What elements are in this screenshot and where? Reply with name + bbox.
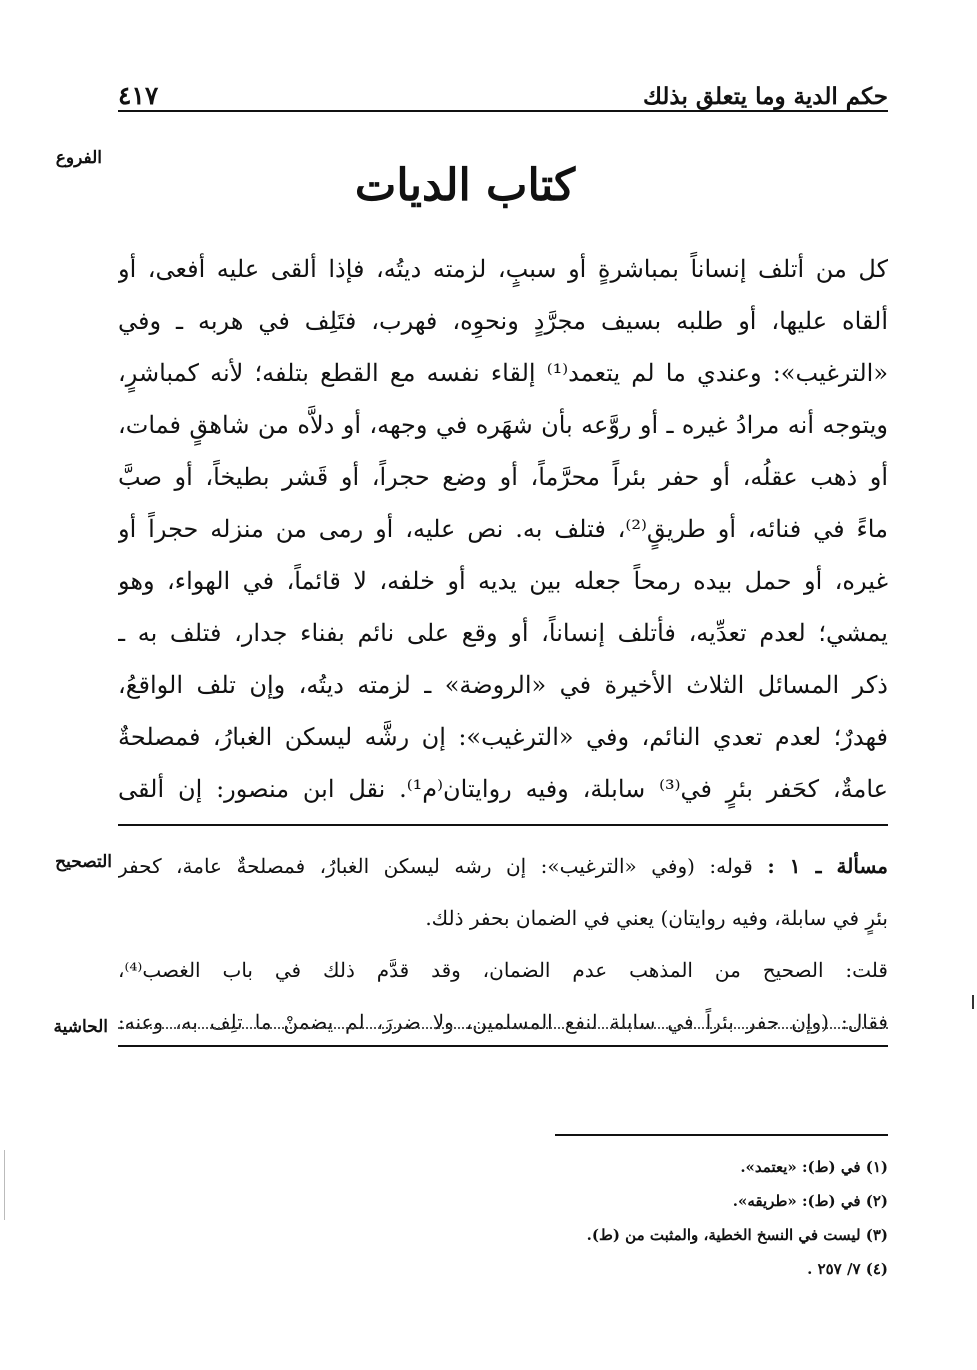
header-rule — [118, 110, 888, 112]
correction-line — [118, 840, 888, 892]
correction-line: فقال: (وإن حفر بئراً في سابلة لنفع المسلمين، ولا ضررَ، لم يضمنْ ما تلِف به، وعنه: — [118, 1010, 888, 1034]
main-line: ذكر المسائل الثلاث الأخيرة في «الروضة» ـ لزمته ديتُه، وإن تلف الواقعُ، — [118, 671, 888, 699]
footnote: (٤) ٧/ ٢٥٧ . — [807, 1260, 888, 1278]
main-line: ألقاه عليها، أو طلبه بسيف مجرَّدٍ ونحوِه، فهرب، فتَلِف في هربه ـ وفي — [118, 307, 888, 335]
main-text — [118, 243, 888, 815]
scan-edge-mark — [4, 1150, 5, 1220]
masala-label: مسألة ـ ١ : — [767, 854, 888, 878]
main-line: ماءً في فنائه، أو طريقٍ⁽²⁾، فتلف به. نص عليه، أو رمى من منزله حجراً أو — [118, 515, 888, 543]
scan-edge-mark — [972, 995, 974, 1009]
book-title: كتاب الديات — [354, 160, 576, 211]
page-number: ٤١٧ — [118, 81, 159, 110]
correction-line: قلت: الصحيح من المذهب عدم الضمان، وقد قدَّم ذلك في باب الغصب⁽⁴⁾، — [118, 958, 888, 982]
text-divider-bottom — [118, 1045, 888, 1047]
footnote: (٣) ليست في النسخ الخطية، والمثبت من (ط). — [586, 1226, 888, 1244]
footnote: (٢) في (ط): «طريقه». — [732, 1192, 888, 1210]
footnotes — [400, 1150, 888, 1286]
margin-label-furu: الفروع — [55, 148, 102, 168]
main-line: عامةٌ، كحَفر بئرٍ في⁽³⁾ سابلة، وفيه روايتان⁽م¹⁾. نقل ابن منصور: إن ألقى — [118, 775, 888, 803]
running-title: حكم الدية وما يتعلق بذلك — [643, 83, 888, 110]
correction-text: قوله: (وفي «الترغيب»: إن رشه ليسكن الغبارُ، فمصلحةٌ عامة، كحفر — [118, 854, 753, 878]
footnote-rule — [555, 1134, 888, 1136]
footnote: (١) في (ط): «يعتمد». — [740, 1158, 888, 1176]
text-divider-top — [118, 824, 888, 826]
hashiya-dotted-line — [118, 1027, 888, 1029]
margin-label-hashiya: الحاشية — [53, 1017, 108, 1037]
main-line: كل من أتلف إنساناً بمباشرةٍ أو سببٍ، لزمته ديتُه، فإذا ألقى عليه أفعى، أو — [118, 255, 888, 283]
main-line: يمشي؛ لعدم تعدِّيه، فأتلف إنساناً، أو وقع على نائم بفناء جدار، فتلف به ـ — [118, 619, 888, 647]
main-line: «الترغيب»: وعندي ما لم يتعمد⁽¹⁾ إلقاء نفسه مع القطع بتلفه؛ لأنه كمباشرٍ، — [118, 359, 888, 387]
main-line: أو ذهب عقلُه، أو حفر بئراً محرَّماً، أو وضع حجراً، أو قَشر بطيخاً، أو صبَّ — [118, 463, 888, 491]
running-header — [118, 70, 888, 110]
main-line: ويتوجه أنه مرادُ غيره ـ أو روَّعه بأن شهَره في وجهه، أو دلاَّه من شاهقٍ فمات، — [118, 411, 888, 439]
main-line: غيره، أو حمل بيده رمحاً جعله بين يديه أو خلفه، لا قائماً، في الهواء، وهو — [118, 567, 888, 595]
correction-section — [118, 840, 888, 1048]
main-line: فهدرٌ؛ لعدم تعدي النائم، وفي «الترغيب»: إن رشَّه ليسكن الغبارُ، فمصلحةٌ — [118, 723, 888, 751]
margin-label-tashih: التصحيح — [55, 852, 112, 872]
correction-line: بئرٍ في سابلة، وفيه روايتان) يعني في الضمان بحفر ذلك. — [425, 906, 888, 930]
